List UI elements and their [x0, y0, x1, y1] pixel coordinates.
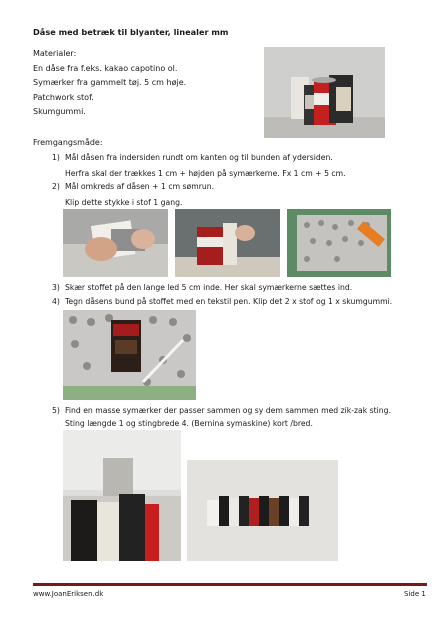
step-text: Skær stoffet på den lange led 5 cm inde. Her skal symærkerne sættes ind. — [65, 283, 353, 292]
footer-page-number: Side 1 — [404, 590, 426, 598]
photo-tracing-can-base — [63, 310, 196, 400]
step-number: 3) — [52, 283, 60, 292]
photo-sewn-labels — [187, 460, 338, 561]
step-5-continuation: Sting længde 1 og stingbrede 4. (Bernina symaskine) kort /bred. — [65, 419, 313, 428]
step-number: 1) — [52, 153, 60, 162]
material-item: En dåse fra f.eks. kakao capotino ol. — [33, 63, 178, 73]
step-1-continuation: Herfra skal der trækkes 1 cm + højden på symærkerne. Fx 1 cm + 5 cm. — [65, 169, 346, 178]
photo-measuring-can — [63, 209, 168, 277]
footer-website: www.JoanEriksen.dk — [33, 590, 104, 598]
step-number: 4) — [52, 297, 60, 306]
step-4 — [52, 295, 392, 309]
photo-finished-cans — [264, 47, 385, 138]
footer-divider — [33, 583, 427, 586]
step-text: Mål omkreds af dåsen + 1 cm sømrun. — [65, 182, 215, 191]
photo-sewing-machine — [63, 430, 181, 561]
step-2-continuation: Klip dette stykke i stof 1 gang. — [65, 198, 183, 207]
materials-heading: Materialer: — [33, 49, 77, 58]
step-number: 2) — [52, 182, 60, 191]
materials-section — [33, 47, 186, 120]
step-text: Find en masse symærker der passer sammen og sy dem sammen med zik-zak sting. — [65, 406, 392, 415]
material-item: Patchwork stof. — [33, 92, 94, 102]
photo-can-with-tape — [175, 209, 280, 277]
step-text: Mål dåsen fra indersiden rundt om kanten og til bunden af ydersiden. — [65, 153, 333, 162]
step-2 — [52, 180, 214, 194]
step-1 — [52, 151, 333, 165]
step-5 — [52, 404, 391, 418]
photo-cutting-fabric — [287, 209, 391, 277]
method-heading: Fremgangsmåde: — [33, 138, 103, 147]
page-title: Dåse med betræk til blyanter, linealer mm — [33, 27, 229, 37]
material-item: Symærker fra gammelt tøj. 5 cm høje. — [33, 78, 187, 87]
material-item: Skumgummi. — [33, 107, 86, 116]
step-3 — [52, 281, 352, 295]
step-text: Tegn dåsens bund på stoffet med en tekstil pen. Klip det 2 x stof og 1 x skumgummi. — [65, 297, 393, 306]
step-number: 5) — [52, 406, 60, 415]
